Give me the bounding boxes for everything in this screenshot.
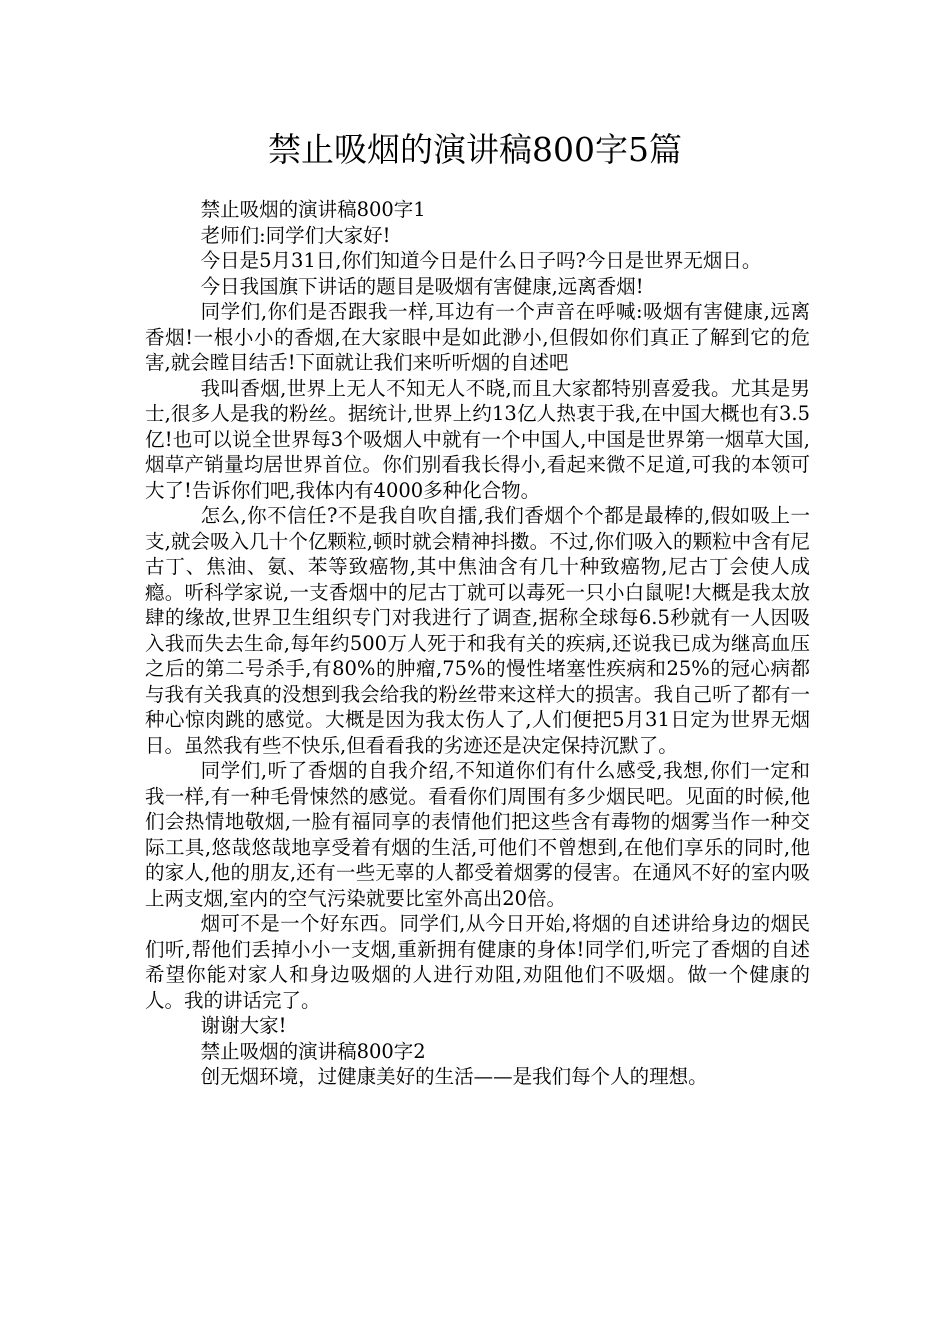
body-paragraph: 烟可不是一个好东西。同学们,从今日开始,将烟的自述讲给身边的烟民们听,帮他们丢掉小小一支烟,重新拥有健康的身体!同学们,听完了香烟的自述希望你能对家人和身边吸烟的人进行劝阻,劝阻他们不吸烟。做一个健康的人。我的讲话完了。 <box>145 912 810 1012</box>
greeting-paragraph: 老师们:同学们大家好! <box>200 223 391 247</box>
body-paragraph: 创无烟环境，过健康美好的生活——是我们每个人的理想。 <box>200 1065 708 1088</box>
body-paragraph: 今日我国旗下讲话的题目是吸烟有害健康,远离香烟! <box>200 274 644 298</box>
section-heading-2: 禁止吸烟的演讲稿800字2 <box>200 1039 426 1063</box>
body-paragraph: 同学们,你们是否跟我一样,耳边有一个声音在呼喊:吸烟有害健康,远离香烟!一根小小的香烟,在大家眼中是如此渺小,但假如你们真正了解到它的危害,就会瞠目结舌!下面就让我们来听听烟的自述吧 <box>145 300 810 374</box>
body-paragraph: 我叫香烟,世界上无人不知无人不晓,而且大家都特别喜爱我。尤其是男士,很多人是我的粉丝。据统计,世界上约13亿人热衷于我,在中国大概也有3.5亿!也可以说全世界每3个吸烟人中就有一个中国人,中国是世界第一烟草大国,烟草产销量均居世界首位。你们别看我长得小,看起来微不足道,可我的本领可大了!告诉你们吧,我体内有4000多种化合物。 <box>145 376 810 502</box>
body-paragraph: 今日是5月31日,你们知道今日是什么日子吗?今日是世界无烟日。 <box>200 249 762 272</box>
section-heading-1: 禁止吸烟的演讲稿800字1 <box>200 198 426 221</box>
body-paragraph: 同学们,听了香烟的自我介绍,不知道你们有什么感受,我想,你们一定和我一样,有一种毛骨悚然的感觉。看看你们周围有多少烟民吧。见面的时候,他们会热情地敬烟,一脸有福同享的表情他们把这些含有毒物的烟雾当作一种交际工具,悠哉悠哉地享受着有烟的生活,可他们不曾想到,在他们享乐的同时,他的家人,他的朋友,还有一些无辜的人都受着烟雾的侵害。在通风不好的室内吸上两支烟,室内的空气污染就要比室外高出20倍。 <box>145 759 810 910</box>
document-title: 禁止吸烟的演讲稿800字5篇 <box>268 130 682 169</box>
document-body <box>145 197 810 1090</box>
body-paragraph: 怎么,你不信任?不是我自吹自擂,我们香烟个个都是最棒的,假如吸上一支,就会吸入几十个亿颗粒,顿时就会精神抖擞。不过,你们吸入的颗粒中含有尼古丁、焦油、氨、苯等致癌物,其中焦油含有几十种致癌物,尼古丁会使人成瘾。听科学家说,一支香烟中的尼古丁就可以毒死一只小白鼠呢!大概是我太放肆的缘故,世界卫生组织专门对我进行了调查,据称全球每6.5秒就有一人因吸入我而失去生命,每年约500万人死于和我有关的疾病,还说我已成为继高血压之后的第二号杀手,有80%的肿瘤,75%的慢性堵塞性疾病和25%的冠心病都与我有关我真的没想到我会给我的粉丝带来这样大的损害。我自己听了都有一种心惊肉跳的感觉。大概是因为我太伤人了,人们便把5月31日定为世界无烟日。虽然我有些不快乐,但看看我的劣迹还是决定保持沉默了。 <box>145 504 810 757</box>
closing-paragraph: 谢谢大家! <box>200 1014 287 1037</box>
